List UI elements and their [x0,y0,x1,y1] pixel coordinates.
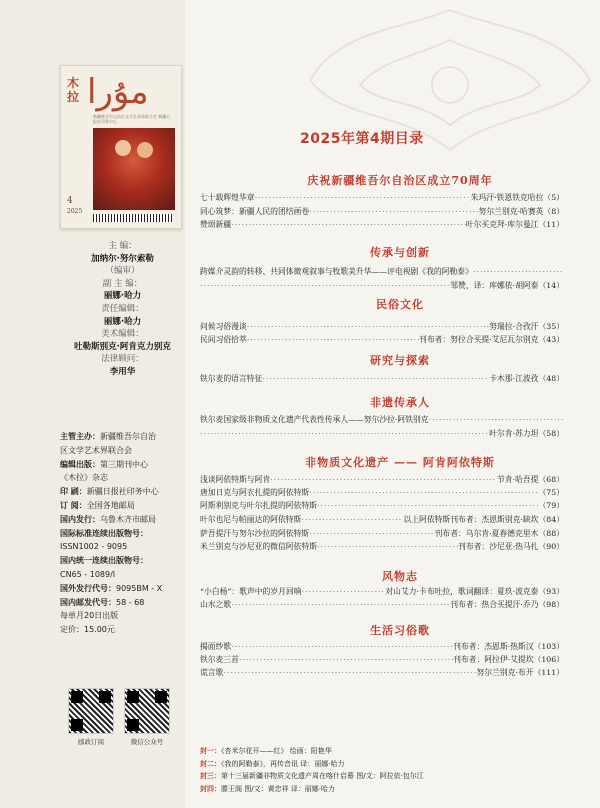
qr-code-icon[interactable] [124,688,170,734]
toc-entry[interactable] [200,334,564,345]
leader-dots [309,206,478,217]
toc-entry[interactable] [200,528,564,539]
pubinfo-line [60,458,190,472]
cover-credit-line [200,770,580,783]
entry-author-page: 叶尔肯·苏力坦（58） [489,429,564,438]
entry-author-page: 卡木那·江波孜（48） [489,374,564,383]
toc-entry[interactable] [200,266,564,277]
entry-title: 阿斯利别克与叶尔扎提的阿依特斯 [200,501,317,510]
entry-title: 谎言歌 [200,668,224,677]
entry-author-page: 刊布者：杰恩斯·热斯汉（103） [453,642,564,651]
magazine-cover [60,65,182,229]
entry-title: “小白杨”：歌声中的岁月回响 [200,587,302,596]
entry-author-page: 刊布者：沙尼亚·热马扎（90） [458,542,564,551]
toc-entry[interactable] [200,206,564,217]
qr-code-icon[interactable] [68,688,114,734]
pubinfo-label: 国际标准连续出版物号： [60,528,148,538]
toc-entry[interactable] [200,474,564,485]
leader-dots [429,414,564,425]
entry-author-page: 节肯·哈吾提（68） [497,475,564,484]
toc-entry[interactable] [200,192,564,203]
leader-dots [200,428,489,439]
pubinfo-label: 国内统一连续出版物号： [60,556,148,566]
leader-dots [247,321,489,332]
toc-entry[interactable] [200,599,564,610]
entry-author-page: 刊布者：乌尔肯·夏春德克里木（88） [434,529,564,538]
toc-entry[interactable] [200,414,564,425]
toc-entry[interactable] [200,654,564,665]
toc-title: 2025年第4期目录 [300,131,424,147]
entry-title: 民间习俗拾萃 [200,335,247,344]
toc-entry[interactable] [200,667,564,678]
toc-entry[interactable] [200,487,564,498]
pubinfo-label: 国外发行代号： [60,583,116,593]
cover-title-uyghur: مۇرا [87,72,149,112]
staff-name: 吐勒斯别克·阿肯克力别克 [74,341,171,352]
pubinfo-line [60,596,190,610]
entry-title: 唐加日克与阿衣扎提的阿依特斯 [200,488,310,497]
pubinfo-value: 58 - 68 [116,597,145,607]
staff-name: 李用华 [109,366,136,377]
entry-title: 萨吾提汗与努尔沙拉的阿依特斯 [200,529,310,538]
toc-entry[interactable] [200,219,564,230]
qr-caption: 邮政订阅 [78,738,104,746]
pubinfo-value: ISSN1002 - 9095 [60,542,128,552]
leader-dots [302,586,386,597]
cover-credit-label: 封二： [200,759,221,768]
cover-credit-text: 《我的阿勒泰》，再传音讯 译：丽娜·哈力 [221,759,345,768]
decorative-ornament [300,0,600,200]
pubinfo-value: 每单月20日出版 [60,611,119,621]
leader-dots [270,474,497,485]
cover-credits [200,745,580,795]
entry-title: 同心筑梦：新疆人民的团结画卷 [200,207,310,216]
cover-credit-text: 滕王阁 图/文：黄忠祥 译：丽娜·哈力 [221,784,336,793]
toc-entry[interactable] [200,586,564,597]
entry-author-page: 刊布者：努拉合买提·艾尼瓦尔别克（43） [419,335,564,344]
staff-role: 美术编辑： [101,329,144,340]
pubinfo-line [60,609,190,623]
entry-title: 米兰别克与沙尼亚的微信阿依特斯 [200,542,317,551]
leader-dots [231,641,453,652]
leader-dots [309,528,434,539]
leader-dots [317,541,458,552]
cover-title-chinese: 木拉 [67,76,80,104]
section-header: 民俗文化 [376,298,424,311]
staff-role: 法律顾问： [101,354,144,365]
cover-credit-text: 第十三届新疆非物质文化遗产周在喀什启幕 图/文：阿拉依·包尔江 [221,772,424,780]
pubinfo-line [60,485,190,499]
pubinfo-line [60,623,190,637]
entry-author-page: 刊布者：阿拉伊·艾提坎（106） [453,655,564,664]
pubinfo-label: 国内邮发代号： [60,597,116,607]
staff-name: （编审） [105,266,140,277]
entry-title: 赞颂新疆 [200,220,232,229]
cover-credit-label: 封三： [200,772,221,780]
pubinfo-label: 国内发行： [60,514,100,524]
leader-dots [231,219,466,230]
leader-dots [301,514,403,525]
pubinfo-value: 区文学艺术界联合会 [60,445,132,455]
pubinfo-line [60,554,190,568]
toc-entry[interactable] [200,514,564,525]
entry-author-page: 对山艾力·卡布吐拉，歌词翻译：夏玖·波克泰（93） [385,587,564,596]
cover-credit-line [200,745,580,758]
pubinfo-line [60,444,190,458]
pubinfo-label: 主管主办： [60,432,100,441]
pubinfo-label: 编辑出版： [60,459,100,469]
entry-author-page: 努瑞拉·合孜汗（35） [489,322,564,331]
entry-author-page: （79） [538,501,564,510]
pubinfo-value: 乌鲁木齐市邮局 [100,514,156,524]
leader-dots [200,280,450,291]
pubinfo-line [60,540,190,554]
entry-title: 铁尔麦三首 [200,655,239,664]
leader-dots [255,192,471,203]
toc-entry[interactable] [200,321,564,332]
pubinfo-line [60,527,190,541]
entry-title: 问候习俗漫谈 [200,322,247,331]
staff-role: 责任编辑： [101,303,144,314]
section-header: 传承与创新 [370,246,430,259]
pubinfo-value: 新疆日报社印务中心 [86,487,159,497]
section-header: 研究与探索 [370,354,430,367]
entry-author-page: 以上阿依特斯刊布者：杰恩斯别克·缺坎（84） [403,515,564,524]
entry-title: 山水之歌 [200,600,232,609]
leader-dots [473,266,564,277]
pubinfo-line [60,582,190,596]
pubinfo-label: 订 阅： [60,500,87,510]
pubinfo-line [60,430,190,444]
leader-dots [262,373,489,384]
toc-entry[interactable] [200,641,564,652]
entry-title: 跨媒介灵韵的转移、共同体微观叙事与牧歌美升华——评电视剧《我的阿勒泰》 [200,267,473,276]
entry-title: 铁尔麦国家级非物质文化遗产代表性传承人——努尔沙拉·阿铁别克 [200,415,429,424]
entry-title: 揭面纱歌 [200,642,232,651]
section-header: 生活习俗歌 [370,624,430,637]
pubinfo-line [60,499,190,513]
pubinfo-value: 定价：15.00元 [60,625,115,635]
qr-postal[interactable] [68,688,114,746]
entry-author-page: （75） [538,488,564,497]
cover-credit-line [200,783,580,796]
cover-painting [93,128,175,210]
pubinfo-line [60,568,190,582]
cover-barcode [93,214,173,222]
entry-author-page: 努尔兰别克·哈赛英（8） [478,207,564,216]
cover-credit-text: 《杏米尔花开——红》 绘画：阳艳华 [221,747,332,755]
pubinfo-line [60,513,190,527]
entry-author-page: 邹赞，译：库娜依·胡阿泰（14） [450,281,564,290]
leader-dots [231,599,450,610]
cover-credit-label: 封四： [200,784,221,793]
cover-issue-number: 4 [67,196,73,206]
entry-title: 叶尔也尼与帕丽达的阿依特斯 [200,515,302,524]
pubinfo-value: 9095BM - X [116,583,163,593]
toc-entry[interactable] [200,428,564,439]
leader-dots [239,654,453,665]
leader-dots [223,667,476,678]
leader-dots [247,334,419,345]
pubinfo-value: 第三期刊中心 [100,459,148,469]
pubinfo-line [60,471,190,485]
entry-title: 铁尔麦的语言特征 [200,374,263,383]
cover-credit-label: 封一： [200,747,221,755]
pubinfo-value: CN65 - 1089/I [60,569,116,579]
staff-name: 加纳尔·努尔索勒 [91,253,154,264]
entry-title: 七十载辉煌华章 [200,193,255,202]
entry-author-page: 朱玛汗·铁恩铁克哈拉（5） [470,193,564,202]
section-header: 非物质文化遗产 —— 阿肯阿依特斯 [305,456,495,469]
entry-author-page: 刊布者：热合买提汗·乔乃（98） [450,600,564,609]
staff-name: 丽娜·哈力 [103,291,142,302]
toc-entry[interactable] [200,373,564,384]
publication-info [60,430,190,637]
pubinfo-value: 《木拉》杂志 [60,473,108,483]
cover-year: 2025 [67,208,83,215]
section-header: 庆祝新疆维吾尔自治区成立70周年 [307,174,493,187]
section-header: 风物志 [382,570,418,583]
pubinfo-label: 印 刷： [60,487,87,497]
editorial-staff [60,240,185,379]
pubinfo-value: 新疆维吾尔自治 [100,432,156,441]
qr-caption: 微信公众号 [130,738,164,746]
section-header: 非遗传承人 [370,396,430,409]
leader-dots [317,500,539,511]
toc-entry[interactable] [200,541,564,552]
leader-dots [309,487,538,498]
entry-title: 浅谈阿依特斯与阿肯 [200,475,271,484]
toc-entry[interactable] [200,280,564,291]
staff-role: 主 编： [108,241,137,251]
entry-author-page: 叶尔买克拜·库尔曼江（11） [465,220,564,229]
entry-author-page: 努尔兰别克·布开（111） [476,668,564,677]
pubinfo-value: 全国各地邮局 [86,500,135,510]
staff-role: 副 主 编： [102,278,143,289]
qr-wechat[interactable] [124,688,170,746]
toc-entry[interactable] [200,500,564,511]
cover-credit-line [200,758,580,771]
cover-subtitle: 新疆维吾尔自治区文学艺术界联合会 新疆日报社印务中心 [93,114,171,124]
staff-name: 丽娜·哈力 [103,316,142,327]
